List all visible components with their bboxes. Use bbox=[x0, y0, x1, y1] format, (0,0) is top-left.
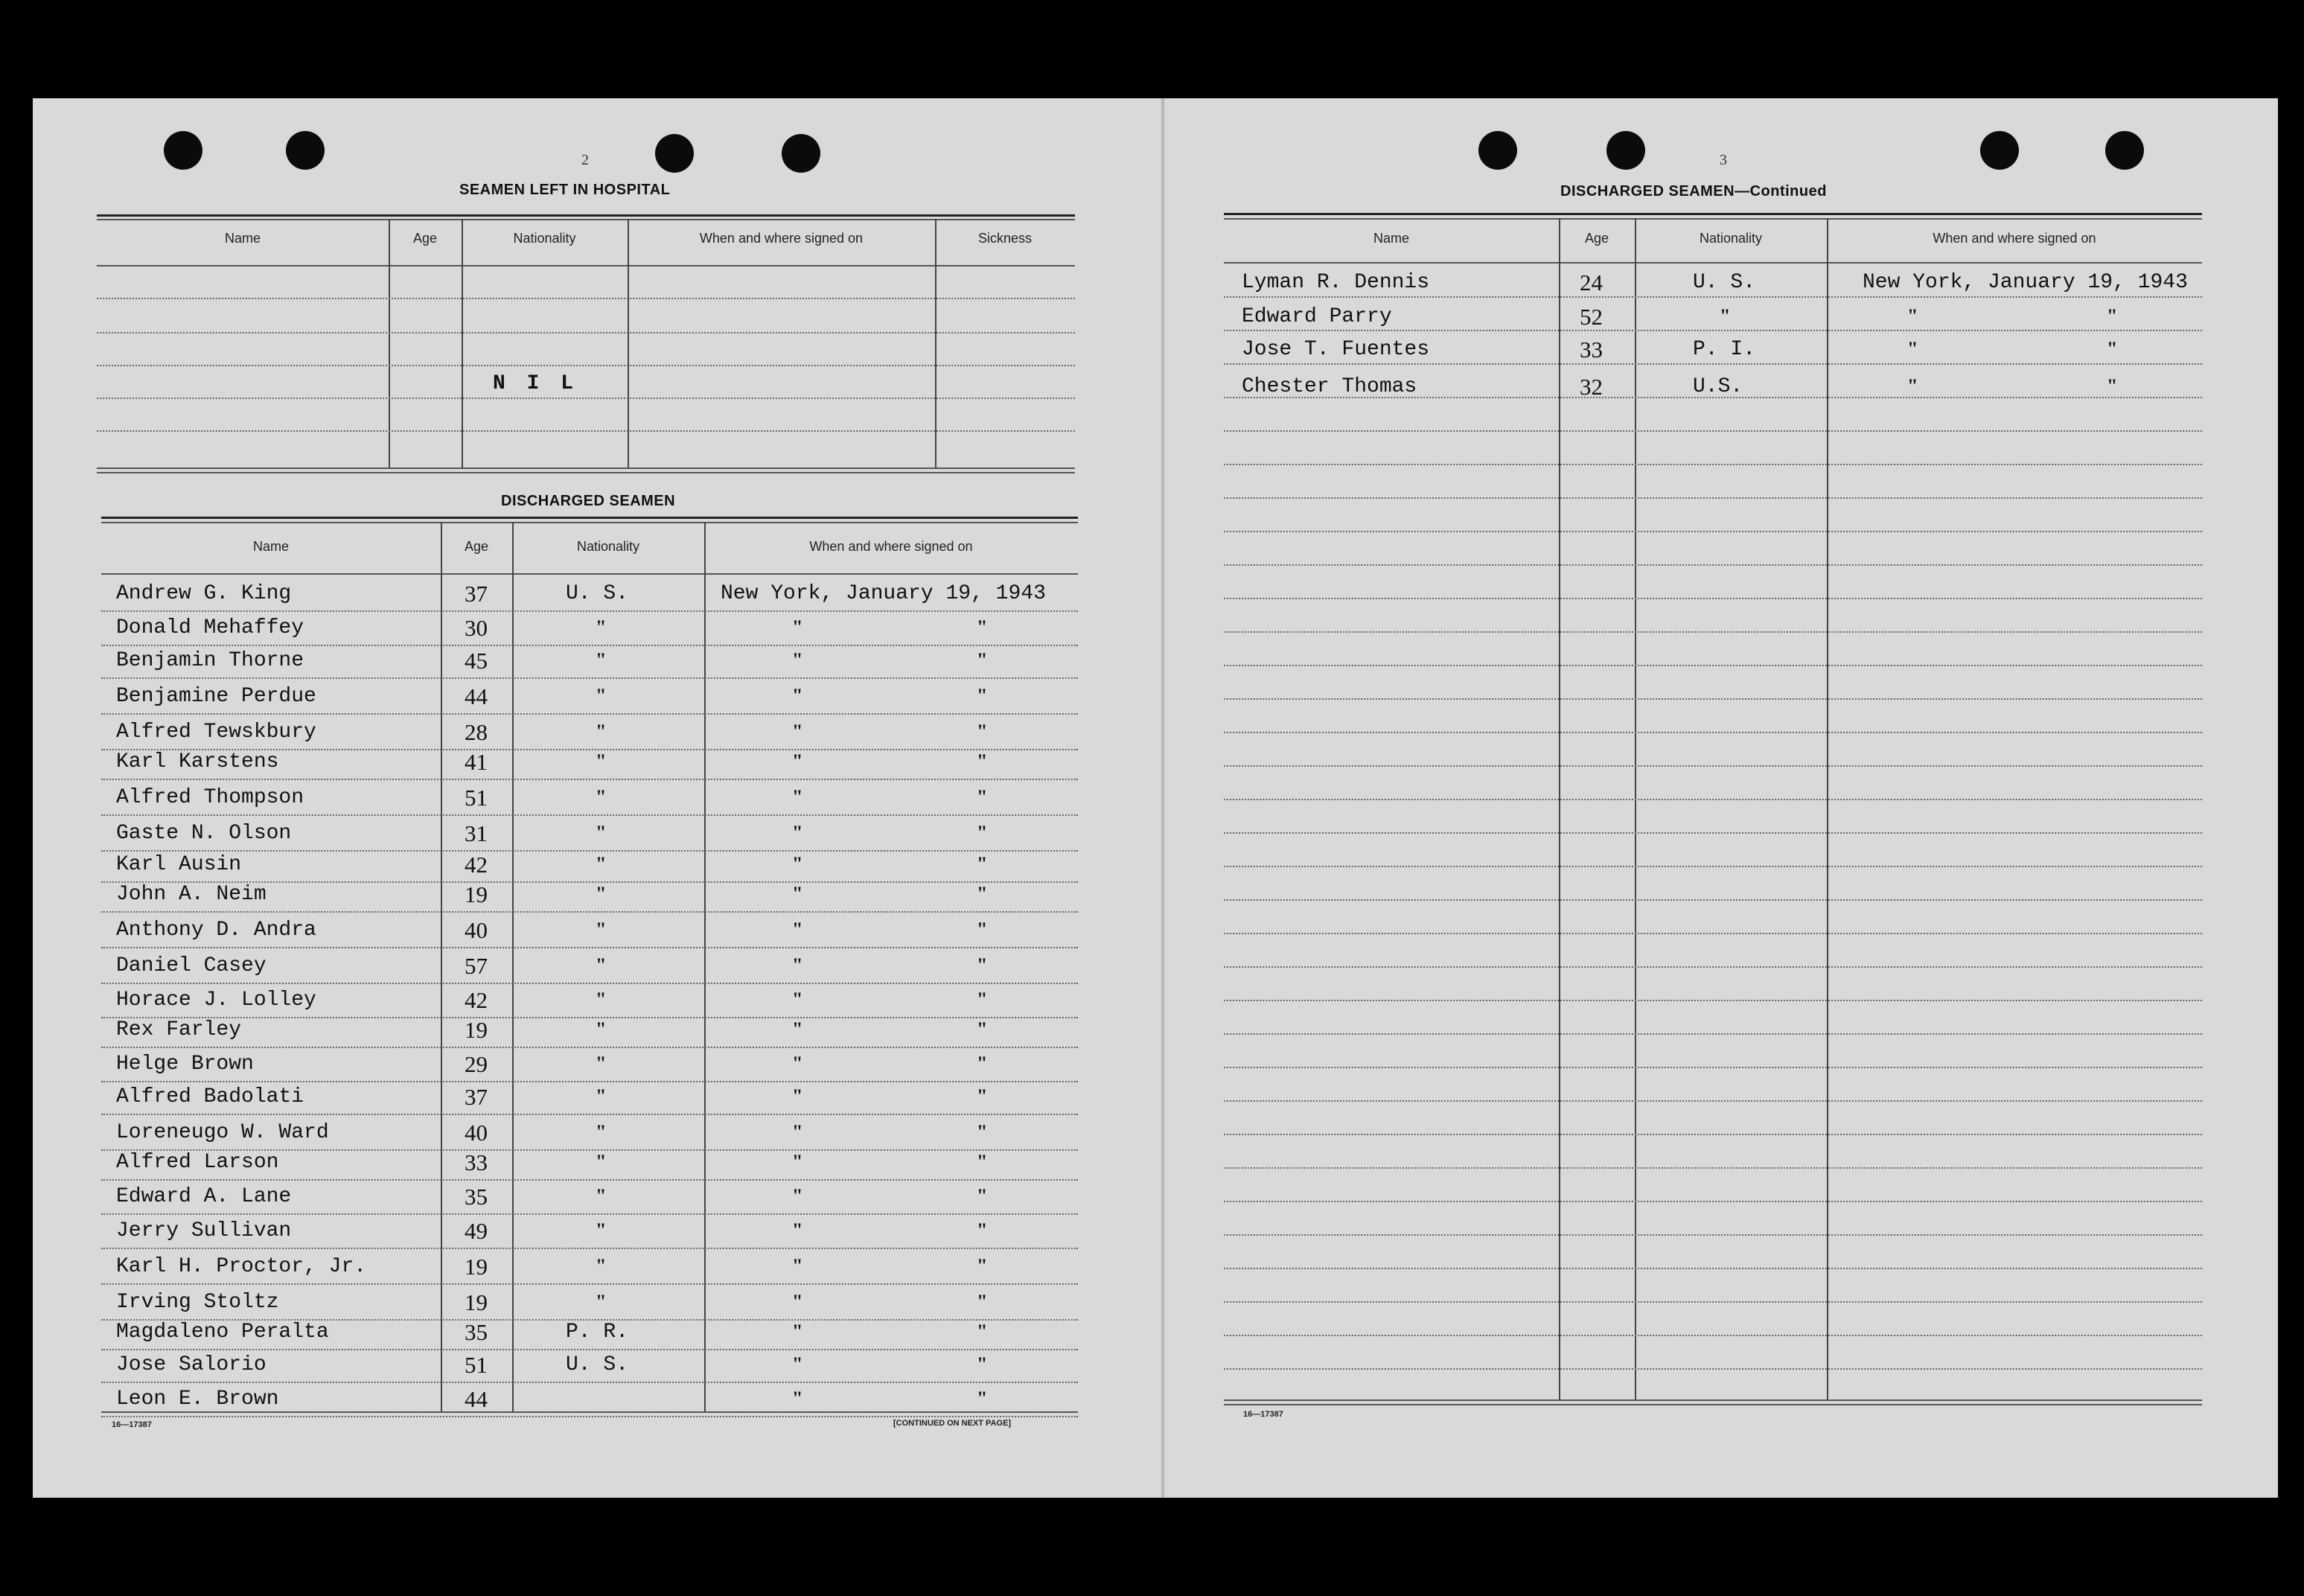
signed-on-where: " bbox=[977, 685, 988, 706]
row-rule bbox=[1224, 598, 2202, 599]
table-rule bbox=[97, 214, 1075, 217]
signed-on-where: " bbox=[977, 1121, 988, 1143]
seaman-age: 19 bbox=[465, 1289, 488, 1315]
signed-on-where: " bbox=[977, 853, 988, 875]
signed-on-where: " bbox=[977, 616, 988, 638]
row-rule bbox=[101, 1017, 1078, 1018]
row-rule bbox=[1224, 732, 2202, 733]
signed-on-where: " bbox=[977, 649, 988, 671]
row-rule bbox=[97, 298, 1075, 299]
row-rule bbox=[101, 713, 1078, 715]
signed-on-when: " bbox=[792, 1219, 803, 1241]
seaman-name: Jose Salorio bbox=[116, 1353, 267, 1376]
row-rule bbox=[1224, 698, 2202, 700]
signed-on-when: " bbox=[792, 1053, 803, 1074]
seaman-age: 45 bbox=[465, 648, 488, 674]
row-rule bbox=[101, 850, 1078, 852]
seaman-age: 44 bbox=[465, 1386, 488, 1412]
row-rule bbox=[97, 398, 1075, 399]
signed-on: New York, January 19, 1943 bbox=[1863, 271, 2188, 294]
column-rule bbox=[1827, 218, 1828, 1400]
signed-on-where: " bbox=[977, 822, 988, 843]
seaman-name: Alfred Badolati bbox=[116, 1085, 304, 1108]
right-title-main: DISCHARGED SEAMEN bbox=[1560, 183, 1735, 200]
column-rule bbox=[512, 522, 514, 1412]
row-rule bbox=[101, 1382, 1078, 1383]
table-rule bbox=[101, 522, 1078, 523]
row-rule bbox=[1224, 1268, 2202, 1269]
column-header: When and where signed on bbox=[809, 539, 973, 554]
seaman-nationality: " bbox=[596, 919, 607, 940]
table-rule bbox=[101, 517, 1078, 519]
binder-hole bbox=[782, 134, 820, 173]
seaman-name: Karl H. Proctor, Jr. bbox=[116, 1255, 367, 1278]
table-rule bbox=[1224, 213, 2202, 215]
seaman-age: 40 bbox=[465, 917, 488, 943]
seaman-age: 51 bbox=[465, 1352, 488, 1378]
signed-on-where: " bbox=[977, 883, 988, 904]
signed-on-where: " bbox=[977, 1018, 988, 1040]
seaman-nationality: U.S. bbox=[1693, 375, 1743, 398]
row-rule bbox=[1224, 966, 2202, 968]
row-rule bbox=[1224, 765, 2202, 767]
seaman-nationality: " bbox=[596, 616, 607, 638]
seaman-nationality: " bbox=[596, 649, 607, 671]
seaman-name: Helge Brown bbox=[116, 1053, 254, 1076]
signed-on-when: " bbox=[792, 685, 803, 706]
row-rule bbox=[97, 332, 1075, 333]
seaman-age: 19 bbox=[465, 1254, 488, 1280]
seaman-age: 35 bbox=[465, 1184, 488, 1210]
hospital-section-title: SEAMEN LEFT IN HOSPITAL bbox=[459, 182, 671, 198]
seaman-age: 40 bbox=[465, 1120, 488, 1146]
signed-on-where: " bbox=[977, 954, 988, 976]
signed-on-where: " bbox=[977, 786, 988, 808]
row-rule bbox=[1224, 1100, 2202, 1102]
seaman-age: 32 bbox=[1580, 374, 1603, 400]
seaman-age: 49 bbox=[465, 1218, 488, 1244]
signed-on-when: " bbox=[792, 989, 803, 1010]
table-rule bbox=[1224, 1404, 2202, 1405]
seaman-name: Lyman R. Dennis bbox=[1242, 271, 1430, 294]
right-section-title bbox=[1560, 183, 1827, 200]
seaman-nationality: " bbox=[596, 1185, 607, 1207]
seaman-name: Alfred Tewskbury bbox=[116, 721, 316, 744]
signed-on-where: " bbox=[977, 1388, 988, 1409]
seaman-nationality: " bbox=[596, 883, 607, 904]
signed-on-when: " bbox=[792, 616, 803, 638]
row-rule bbox=[1224, 866, 2202, 867]
row-rule bbox=[1224, 1167, 2202, 1169]
seaman-age: 24 bbox=[1580, 269, 1603, 296]
seaman-name: Chester Thomas bbox=[1242, 375, 1417, 398]
signed-on-where: " bbox=[977, 1151, 988, 1172]
seaman-name: Andrew G. King bbox=[116, 582, 292, 605]
seaman-name: Karl Ausin bbox=[116, 853, 242, 876]
seaman-nationality: " bbox=[596, 750, 607, 772]
column-rule bbox=[704, 522, 706, 1412]
seaman-age: 37 bbox=[465, 581, 488, 607]
row-rule bbox=[1224, 799, 2202, 800]
column-header: Age bbox=[412, 231, 438, 246]
signed-on-where: " bbox=[977, 1353, 988, 1375]
row-rule bbox=[1224, 531, 2202, 532]
seaman-nationality: P. R. bbox=[566, 1321, 629, 1344]
signed-on-when: " bbox=[792, 649, 803, 671]
signed-on-where: " bbox=[2107, 375, 2118, 397]
row-rule bbox=[101, 1248, 1078, 1249]
binder-hole bbox=[1980, 131, 2019, 170]
signed-on-when: " bbox=[792, 1085, 803, 1107]
row-rule bbox=[101, 1179, 1078, 1181]
seaman-age: 31 bbox=[465, 820, 488, 846]
signed-on-where: " bbox=[977, 1219, 988, 1241]
row-rule bbox=[1224, 665, 2202, 666]
row-rule bbox=[1224, 464, 2202, 465]
seaman-name: Gaste N. Olson bbox=[116, 822, 292, 845]
signed-on: New York, January 19, 1943 bbox=[721, 582, 1046, 605]
row-rule bbox=[101, 645, 1078, 646]
seaman-name: Rex Farley bbox=[116, 1018, 242, 1041]
signed-on-where: " bbox=[977, 1085, 988, 1107]
seaman-age: 52 bbox=[1580, 304, 1603, 330]
row-rule bbox=[1224, 497, 2202, 499]
seaman-nationality: " bbox=[596, 786, 607, 808]
seaman-name: Jerry Sullivan bbox=[116, 1219, 292, 1242]
signed-on-when: " bbox=[792, 721, 803, 742]
seaman-name: Benjamin Thorne bbox=[116, 649, 304, 672]
seaman-name: Leon E. Brown bbox=[116, 1388, 279, 1411]
seaman-nationality: " bbox=[596, 1151, 607, 1172]
signed-on-where: " bbox=[2107, 338, 2118, 360]
seaman-nationality: " bbox=[596, 954, 607, 976]
seaman-nationality: " bbox=[596, 853, 607, 875]
signed-on-when: " bbox=[792, 1185, 803, 1207]
seaman-nationality: " bbox=[596, 1291, 607, 1312]
row-rule bbox=[97, 365, 1075, 366]
table-rule bbox=[97, 467, 1075, 469]
seaman-nationality: U. S. bbox=[1693, 271, 1756, 294]
discharged-section-title: DISCHARGED SEAMEN bbox=[501, 493, 676, 509]
binder-hole bbox=[286, 131, 325, 170]
seaman-age: 28 bbox=[465, 719, 488, 745]
column-rule bbox=[1559, 218, 1560, 1400]
seaman-nationality: " bbox=[596, 1219, 607, 1241]
seaman-name: Anthony D. Andra bbox=[116, 919, 316, 942]
column-header: Sickness bbox=[977, 231, 1033, 246]
signed-on-when: " bbox=[792, 954, 803, 976]
signed-on-when: " bbox=[1907, 338, 1918, 360]
row-rule bbox=[101, 1416, 1078, 1417]
row-rule bbox=[1224, 899, 2202, 901]
row-rule bbox=[1224, 564, 2202, 566]
signed-on-where: " bbox=[977, 1291, 988, 1312]
row-rule bbox=[1224, 1067, 2202, 1068]
column-rule bbox=[441, 522, 442, 1412]
signed-on-when: " bbox=[1907, 375, 1918, 397]
seaman-age: 33 bbox=[465, 1149, 488, 1175]
column-header: Nationality bbox=[576, 539, 640, 554]
seaman-age: 42 bbox=[465, 987, 488, 1013]
signed-on-when: " bbox=[792, 1388, 803, 1409]
row-rule bbox=[1224, 397, 2202, 398]
signed-on-when: " bbox=[792, 786, 803, 808]
signed-on-where: " bbox=[977, 989, 988, 1010]
page-number-right: 3 bbox=[1720, 152, 1727, 168]
column-rule bbox=[1635, 218, 1636, 1400]
row-rule bbox=[101, 1114, 1078, 1115]
column-header: Age bbox=[1584, 231, 1609, 246]
row-rule bbox=[101, 1283, 1078, 1285]
signed-on-when: " bbox=[792, 919, 803, 940]
seaman-age: 44 bbox=[465, 683, 488, 709]
row-rule bbox=[101, 779, 1078, 780]
signed-on-when: " bbox=[792, 1151, 803, 1172]
row-rule bbox=[1224, 1368, 2202, 1370]
seaman-name: Alfred Thompson bbox=[116, 786, 304, 809]
seaman-name: Edward A. Lane bbox=[116, 1185, 292, 1208]
seaman-age: 41 bbox=[465, 749, 488, 775]
signed-on-where: " bbox=[977, 1321, 988, 1342]
row-rule bbox=[1224, 832, 2202, 834]
signed-on-when: " bbox=[792, 1121, 803, 1143]
row-rule bbox=[1224, 1201, 2202, 1202]
right-title-suffix: —Continued bbox=[1735, 183, 1827, 200]
row-rule bbox=[101, 947, 1078, 948]
seaman-nationality: " bbox=[596, 1053, 607, 1074]
seaman-name: Benjamine Perdue bbox=[116, 685, 316, 708]
seaman-age: 35 bbox=[465, 1319, 488, 1345]
seaman-name: Loreneugo W. Ward bbox=[116, 1121, 329, 1144]
seaman-nationality: " bbox=[596, 1085, 607, 1107]
seaman-age: 51 bbox=[465, 785, 488, 811]
page-number-left: 2 bbox=[581, 152, 589, 168]
seaman-age: 19 bbox=[465, 881, 488, 907]
column-header: Nationality bbox=[513, 231, 576, 246]
seaman-age: 29 bbox=[465, 1051, 488, 1077]
binder-hole bbox=[1606, 131, 1645, 170]
page-fold bbox=[1161, 98, 1164, 1498]
signed-on-when: " bbox=[792, 883, 803, 904]
row-rule bbox=[101, 983, 1078, 984]
seaman-name: Donald Mehaffey bbox=[116, 616, 304, 639]
row-rule bbox=[1224, 1335, 2202, 1336]
seaman-nationality: " bbox=[596, 989, 607, 1010]
row-rule bbox=[1224, 1033, 2202, 1035]
column-header: Nationality bbox=[1699, 231, 1763, 246]
binder-hole bbox=[164, 131, 202, 170]
seaman-nationality: P. I. bbox=[1693, 338, 1756, 361]
row-rule bbox=[1224, 330, 2202, 331]
seaman-name: Horace J. Lolley bbox=[116, 989, 316, 1012]
row-rule bbox=[1224, 631, 2202, 633]
column-header: Name bbox=[1373, 231, 1409, 246]
seaman-nationality: U. S. bbox=[566, 582, 629, 605]
row-rule bbox=[101, 1349, 1078, 1350]
seaman-nationality: U. S. bbox=[566, 1353, 629, 1376]
table-rule bbox=[1224, 1399, 2202, 1401]
row-rule bbox=[101, 911, 1078, 913]
table-rule bbox=[1224, 218, 2202, 220]
column-header: Age bbox=[464, 539, 489, 554]
signed-on-where: " bbox=[2107, 305, 2118, 327]
signed-on-where: " bbox=[977, 1053, 988, 1074]
nil-entry: N I L bbox=[493, 372, 578, 395]
row-rule bbox=[101, 1081, 1078, 1082]
row-rule bbox=[1224, 1301, 2202, 1303]
table-rule bbox=[1224, 262, 2202, 264]
binder-hole bbox=[1478, 131, 1517, 170]
signed-on-where: " bbox=[977, 721, 988, 742]
seaman-name: Edward Parry bbox=[1242, 305, 1392, 328]
row-rule bbox=[1224, 933, 2202, 934]
seaman-name: Magdaleno Peralta bbox=[116, 1321, 329, 1344]
signed-on-when: " bbox=[792, 1353, 803, 1375]
seaman-nationality: " bbox=[596, 685, 607, 706]
seaman-name: Irving Stoltz bbox=[116, 1291, 279, 1314]
binder-hole bbox=[655, 134, 694, 173]
seaman-nationality: " bbox=[1720, 305, 1731, 327]
seaman-age: 57 bbox=[465, 953, 488, 979]
seaman-name: Daniel Casey bbox=[116, 954, 267, 977]
row-rule bbox=[1224, 296, 2202, 298]
signed-on-where: " bbox=[977, 750, 988, 772]
continued-note: [CONTINUED ON NEXT PAGE] bbox=[893, 1419, 1012, 1428]
seaman-nationality: " bbox=[596, 1018, 607, 1040]
signed-on-where: " bbox=[977, 1255, 988, 1277]
seaman-nationality: " bbox=[596, 822, 607, 843]
seaman-age: 37 bbox=[465, 1084, 488, 1110]
table-rule bbox=[101, 573, 1078, 575]
row-rule bbox=[97, 430, 1075, 432]
seaman-nationality: " bbox=[596, 721, 607, 742]
form-number-left: 16—17387 bbox=[112, 1420, 152, 1429]
signed-on-when: " bbox=[1907, 305, 1918, 327]
seaman-name: Jose T. Fuentes bbox=[1242, 338, 1430, 361]
signed-on-when: " bbox=[792, 1321, 803, 1342]
document-paper bbox=[33, 98, 2278, 1498]
signed-on-when: " bbox=[792, 750, 803, 772]
row-rule bbox=[101, 1213, 1078, 1215]
seaman-nationality: " bbox=[596, 1121, 607, 1143]
row-rule bbox=[1224, 1134, 2202, 1135]
row-rule bbox=[1224, 1234, 2202, 1236]
row-rule bbox=[101, 610, 1078, 612]
row-rule bbox=[101, 814, 1078, 816]
form-number-right: 16—17387 bbox=[1243, 1410, 1283, 1419]
seaman-age: 30 bbox=[465, 615, 488, 641]
row-rule bbox=[101, 677, 1078, 679]
table-rule bbox=[97, 265, 1075, 266]
table-rule bbox=[97, 472, 1075, 473]
seaman-name: Karl Karstens bbox=[116, 750, 279, 773]
table-rule bbox=[97, 219, 1075, 220]
signed-on-when: " bbox=[792, 1255, 803, 1277]
seaman-age: 33 bbox=[1580, 336, 1603, 363]
signed-on-when: " bbox=[792, 853, 803, 875]
seaman-age: 42 bbox=[465, 852, 488, 878]
seaman-age: 19 bbox=[465, 1017, 488, 1043]
binder-hole bbox=[2105, 131, 2144, 170]
row-rule bbox=[101, 1047, 1078, 1048]
row-rule bbox=[1224, 430, 2202, 432]
signed-on-when: " bbox=[792, 822, 803, 843]
seaman-name: Alfred Larson bbox=[116, 1151, 279, 1174]
signed-on-when: " bbox=[792, 1291, 803, 1312]
row-rule bbox=[1224, 1000, 2202, 1001]
row-rule bbox=[1224, 363, 2202, 365]
seaman-name: John A. Neim bbox=[116, 883, 267, 906]
signed-on-where: " bbox=[977, 1185, 988, 1207]
signed-on-where: " bbox=[977, 919, 988, 940]
signed-on-when: " bbox=[792, 1018, 803, 1040]
column-header: When and where signed on bbox=[1933, 231, 2096, 246]
table-rule bbox=[101, 1411, 1078, 1413]
seaman-nationality: " bbox=[596, 1255, 607, 1277]
column-header: When and where signed on bbox=[699, 231, 864, 246]
column-header: Name bbox=[252, 539, 289, 554]
column-header: Name bbox=[224, 231, 261, 246]
